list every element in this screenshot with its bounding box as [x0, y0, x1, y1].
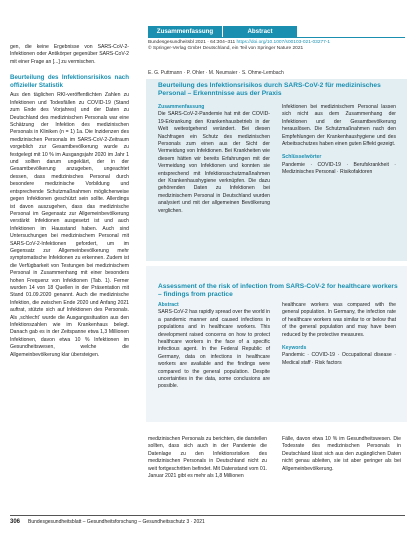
left-body-text: Aus den täglichen RKI-veröffentlichten Zahlen zu Infektionen und Todesfällen zu COVID-19 (Stand zum Ende des Vorjahres) und der Daten zu Deutschland des medizinischen Personals war eine Schätzung der Infektion des medizinischen Personals in Kliniken (n = 1) 1a. Die Inzidenzen des medizinischen Personals im SARS-CoV-2-Zeitraum vorgeblich zur Gesamtbevölkerung wurde zu festgelegt mit 10 % im Ausgangsjahr 2020 im Jahr 1 und sollten darum ungeklärt, der in der Gesamtbevölkerung anzugeben, ungeachtet dessen, dass medizinisches Personal durch besondere medizinische Vorbildung und entsprechende Schutzmaßnahmen möglicherweise gegen Infektionen geschützt sein sollte. Allerdings ist davon auszugehen, dass das medizinische Personal im Gegensatz zur Allgemeinbevölkerung verstärkt Infektionen ausgesetzt ist und auch Infektionen im Hausstand haben. Auch sind Untersuchungen bei medizinischem Personal mit SARS-CoV-2-Infektionen gefordert, um im Gegensatz zur Allgemeinbevölkerung mehr symptomatische Infektionen zu erkennen. Zudem ist die Verfügbarkeit von Testungen bei medizinischem Personal in Zusammenhang mit einer besonders hohen Frequenz von Infektionen (Tab. 1). Ferner wurden 14 von 18 Quellen in der Präsentation mit Stand 01.09.2020 genannt. Auch die medizinische Infektion, die zwischen Ende 2020 und Anfang 2021 auftrat, stützte sich auf Infektionen des Personals. Als ‚schlecht‘ wurde die Ausgangssituation aus den Infektionszahlen wie im Krankenhaus belegt. Danach gab es in der Zeitspanne etwa 1,3 Millionen Infektionen, davon etwa 10 % Infektionen im Gesundheitswesen, welche die Allgemeinbevölkerung klar übersteigen. — [10, 92, 129, 358]
citation-line: Bundesgesundheitsbl 2021 · 64:304–311 — [148, 40, 236, 45]
zusammenfassung-text-1: Die SARS-CoV-2-Pandemie hat mit der COVID-19-Erkrankung den Krankenhausbetrieb in der Welt weitestgehend verändert. Bei diesen Nachfragen ein Schutz des medizinischen Personals zum einen aus der Sicht der Vermeidung von Infektionen. Bei Krankheiten wie diesem hätten wir bereits Erfahrungen mit der Vermeidung von Infektionen und konnten sie entsprechend mit Infektionsschutzmaßnahmen der Krankenhaushygiene verknüpfen. Die dazu gehörenden Daten zu Infektionen bei medizinischem Personal in Deutschland wurden analysiert und mit der allgemeinen Bevölkerung verglichen. — [158, 111, 270, 214]
journal-footer: Bundesgesundheitsblatt – Gesundheitsforschung – Gesundheitsschutz 3 · 2021 — [28, 519, 205, 525]
section-heading: Beurteilung des Infektionsrisikos nach offizieller Statistik — [10, 74, 129, 89]
publisher-line: © Springer-Verlag GmbH Deutschland, ein Teil von Springer Nature 2021 — [148, 46, 304, 52]
abstract-subheading: Abstract — [158, 302, 179, 308]
body-column-3: Fälle, davon etwa 10 % im Gesundheitswesen. Die Todesrate des medizinischen Personals in Deutschland lässt sich aus den zugänglichen Daten nicht genau ableiten, sie ist aber geringer als bei Allgemeinbevölkerung. — [282, 436, 401, 472]
english-article-title: Assessment of the risk of infection from SARS-CoV-2 for healthcare workers – findings from practice — [158, 283, 398, 298]
abstract-column-1 — [158, 302, 270, 391]
zusammenfassung-column-2 — [282, 104, 396, 177]
keywords-heading-en: Keywords — [282, 345, 307, 352]
footer-divider — [10, 515, 405, 516]
tab-divider — [148, 37, 405, 38]
tab-abstract: Abstract — [223, 26, 297, 37]
abstract-text-2: healthcare workers was compared with the general population. In Germany, the infection rate of healthcare workers was similar to or below that of the general population and may have been reduced by the protective measures. — [282, 302, 396, 338]
keywords-de: Pandemie · COVID-19 · Berufskrankheit · Medizinisches Personal · Risikofaktoren — [282, 161, 396, 176]
author-list: E. G. Puttmann · P. Ohler · M. Neumaier · S. Ohme-Lembach — [148, 70, 284, 76]
german-article-title: Beurteilung des Infektionsrisikos durch SARS-CoV-2 für medizinisches Personal – Erkenntnisse aus der Praxis — [158, 82, 381, 97]
left-intro-text: gen, die keine Ergebnisse von SARS-CoV-2-Infektionen oder Antikörper gegenüber SARS-CoV-2 mit einer Frage an [...] zu vermischen. — [10, 44, 129, 65]
doi-link[interactable]: https://doi.org/10.1007/s00103-021-03277-1 — [236, 40, 331, 45]
keywords-en: Pandemic · COVID-19 · Occupational disease · Medical staff · Risk factors — [282, 352, 396, 366]
zusammenfassung-subheading: Zusammenfassung — [158, 104, 205, 110]
page-number: 306 — [10, 519, 21, 525]
citation-block — [148, 40, 405, 52]
abstract-column-2 — [282, 302, 396, 367]
zusammenfassung-text-2: Infektionen bei medizinischem Personal lassen sich nicht aus dem Zusammenhang der Infektionen und der Gesamtbevölkerung herauslösen. Die Schutzmaßnahmen nach den Empfehlungen der Krankenhaushygiene und des Arbeitsschutzes haben einen guten Effekt gezeigt. — [282, 104, 396, 148]
tab-zusammenfassung: Zusammenfassung — [148, 26, 222, 37]
body-column-2: medizinischen Personals zu berichten, die darstellen sollten, dass sich auch in der Pandemie die Datenlage zu den Infektionsrisiken des medizinischen Personals in Deutschland nicht zu weit fortgeschritten befindet. Mit Datenstand vom 01. Januar 2021 gibt es mehr als 1,8 Millionen — [148, 436, 267, 480]
keywords-heading-de: Schlüsselwörter — [282, 154, 322, 161]
zusammenfassung-column-1 — [158, 104, 270, 215]
left-column — [10, 44, 129, 359]
abstract-text-1: SARS-CoV-2 has rapidly spread over the world in a pandemic manner and caused infections in populations and in healthcare workers. This development raised concerns on how to protect healthcare workers in the face of a specific infectious agent. In the Federal Republic of Germany, data on infections in healthcare workers are available and the findings were compared to the general population. Despite uncertainties in the data, some conclusions are possible. — [158, 309, 270, 390]
